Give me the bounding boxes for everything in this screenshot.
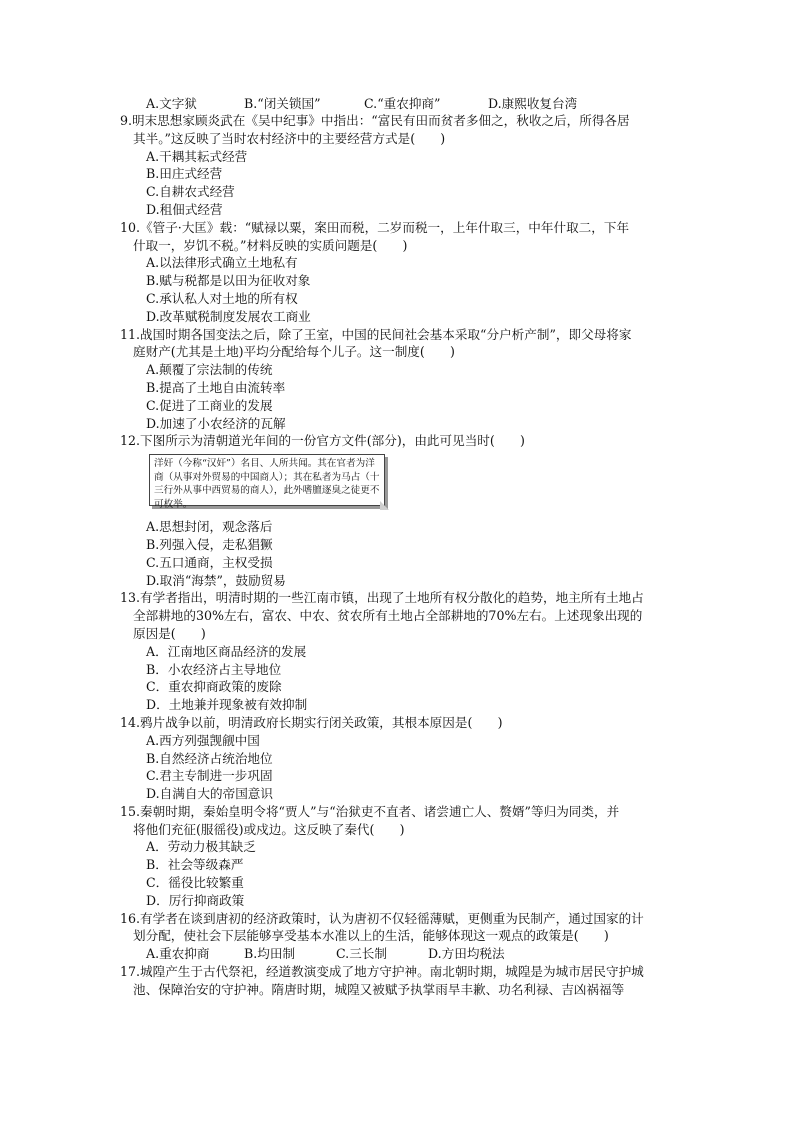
question-list	[120, 93, 700, 999]
q13-option-d: D．土地兼并现象被有效抑制	[146, 697, 308, 713]
q15-stem-line: 将他们充征(服徭役)或戍边。这反映了秦代( )	[133, 821, 405, 837]
q9-option-a: A.干耦其耘式经营	[146, 148, 248, 164]
q9-option-d: D.租佃式经营	[146, 201, 223, 217]
page-fold-icon	[380, 501, 389, 510]
q9-option-c: C.自耕农式经营	[146, 184, 235, 200]
q16-option-c: C.三长制	[336, 946, 387, 962]
q14-option-a: A.西方列强觊觎中国	[146, 732, 260, 748]
q12-stem-line: 12.下图所示为清朝道光年间的一份官方文件(部分)，由此可见当时( )	[120, 433, 525, 449]
q12-document-figure	[149, 454, 393, 514]
q11-option-a: A.颠覆了宗法制的传统	[146, 362, 273, 378]
q14-option-d: D.自满自大的帝国意识	[146, 786, 273, 802]
q13-option-a: A．江南地区商品经济的发展	[146, 643, 307, 659]
question-15	[120, 803, 700, 910]
q8-options	[120, 93, 700, 112]
question-9	[120, 112, 700, 219]
q11-option-d: D.加速了小农经济的瓦解	[146, 415, 286, 431]
q10-stem-line: 什取一，岁饥不税。”材料反映的实质问题是( )	[133, 237, 408, 253]
q12-document-text: 洋奸（今称“汉奸”）名目、人所共闻。其在官者为洋商（从事对外贸易的中国商人）；其在私者为马占（十三行外从事中西贸易的商人），此外嗜膻逐臭之徒更不可枚举。	[149, 454, 385, 506]
q9-stem-line: 9.明末思想家顾炎武在《吴中纪事》中指出：“富民有田而贫者多佃之，秋收之后，所得各居	[120, 113, 630, 128]
q14-option-c: C.君主专制进一步巩固	[146, 768, 273, 784]
q17-stem-line: 池、保障治安的守护神。隋唐时期，城隍又被赋予执掌雨旱丰歉、功名利禄、吉凶祸福等	[133, 981, 625, 997]
q9-stem-line: 其半。”这反映了当时农村经济中的主要经营方式是( )	[133, 130, 446, 146]
question-16	[120, 910, 700, 963]
q10-stem-line: 10.《管子·大匡》载：“赋禄以粟，案田而税，二岁而税一，上年什取三，中年什取二，下年	[120, 219, 630, 235]
q10-option-d: D.改革赋税制度发展农工商业	[146, 308, 311, 324]
q10-option-c: C.承认私人对土地的所有权	[146, 290, 298, 306]
q16-stem-line: 16.有学者在谈到唐初的经济政策时，认为唐初不仅轻徭薄赋，更侧重为民制产，通过国家的计	[120, 910, 644, 926]
q13-stem-line: 全部耕地的30%左右，富农、中农、贫农所有土地占全部耕地的70%左右。上述现象出现的	[133, 608, 643, 624]
q16-option-a: A.重农抑商	[146, 946, 210, 962]
q15-stem-line: 15.秦朝时期，秦始皇明令将“贾人”与“治狱吏不直者、诸尝逋亡人、赘婿”等归为同类，并	[120, 803, 620, 819]
question-12	[120, 432, 700, 589]
q15-option-b: B．社会等级森严	[146, 857, 244, 873]
q13-stem-line: 原因是( )	[133, 625, 206, 641]
q15-option-c: C．徭役比较繁重	[146, 875, 244, 891]
question-13	[120, 589, 700, 714]
question-14	[120, 714, 700, 803]
q16-option-b: B.均田制	[244, 946, 296, 962]
q14-stem-line: 14.鸦片战争以前，明清政府长期实行闭关政策，其根本原因是( )	[120, 714, 503, 730]
q11-stem-line: 11.战国时期各国变法之后，除了王室，中国的民间社会基本采取“分户析产制”，即父母将家	[120, 326, 632, 342]
q8-option-b: B.“闭关锁国”	[244, 96, 321, 111]
q13-option-c: C．重农抑商政策的废除	[146, 679, 282, 695]
q12-option-a: A.思想封闭，观念落后	[146, 519, 273, 535]
question-11	[120, 326, 700, 433]
q12-option-d: D.取消“海禁”，鼓励贸易	[146, 572, 286, 588]
q11-option-b: B.提高了土地自由流转率	[146, 379, 286, 395]
q10-option-b: B.赋与税都是以田为征收对象	[146, 273, 311, 289]
q8-option-a: A.文字狱	[146, 96, 197, 111]
q17-stem-line: 17.城隍产生于古代祭祀，经道教演变成了地方守护神。南北朝时期，城隍是为城市居民守护城	[120, 964, 644, 980]
q9-option-b: B.田庄式经营	[146, 166, 223, 182]
q13-stem-line: 13.有学者指出，明清时期的一些江南市镇，出现了土地所有权分散化的趋势，地主所有土地占	[120, 590, 644, 606]
q15-option-a: A．劳动力极其缺乏	[146, 839, 256, 855]
q16-stem-line: 划分配，使社会下层能够享受基本水准以上的生活，能够体现这一观点的政策是( )	[133, 928, 609, 944]
q16-options	[120, 945, 700, 963]
question-17	[120, 963, 700, 999]
q12-option-c: C.五口通商，主权受损	[146, 554, 273, 570]
q15-option-d: D．厉行抑商政策	[146, 892, 245, 908]
q8-option-c: C.“重农抑商”	[364, 96, 441, 111]
q11-stem-line: 庭财产(尤其是土地)平均分配给每个儿子。这一制度( )	[133, 344, 455, 360]
question-10	[120, 219, 700, 326]
q8-option-d: D.康熙收复台湾	[488, 96, 578, 111]
q12-option-b: B.列强入侵，走私猖獗	[146, 536, 273, 552]
q13-option-b: B．小农经济占主导地位	[146, 661, 282, 677]
q10-option-a: A.以法律形式确立土地私有	[146, 255, 298, 271]
q14-option-b: B.自然经济占统治地位	[146, 750, 273, 766]
q16-option-d: D.方田均税法	[428, 946, 505, 962]
q11-option-c: C.促进了工商业的发展	[146, 397, 273, 413]
